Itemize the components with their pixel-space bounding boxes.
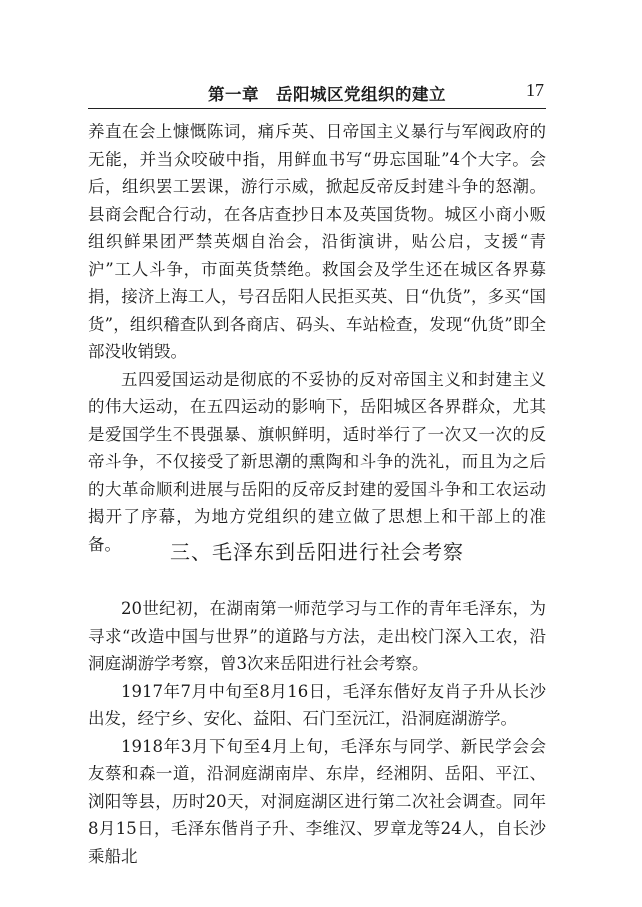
paragraph: 20世纪初，在湖南第一师范学习与工作的青年毛泽东，为寻求“改造中国与世界”的道路与方法，走出校门深入工农，沿洞庭湖游学考察，曾3次来岳阳进行社会考察。 [88, 599, 546, 673]
paragraph: 1918年3月下旬至4月上旬，毛泽东与同学、新民学会会友蔡和森一道，沿洞庭湖南岸、东岸，经湘阴、岳阳、平江、浏阳等县，历时20天，对洞庭湖区进行第二次社会调查。同年8月15日，毛泽东偕肖子升、李维汉、罗章龙等24人，自长沙乘船北 [88, 736, 546, 866]
paragraph: 五四爱国运动是彻底的不妥协的反对帝国主义和封建主义的伟大运动，在五四运动的影响下，岳阳城区各界群众，尤其是爱国学生不畏强暴、旗帜鲜明，适时举行了一次又一次的反帝斗争，不仅接受了新思潮的熏陶和斗争的洗礼，而且为之后的大革命顺利进展与岳阳的反帝反封建的爱国斗争和工农运动揭开了序幕，为地方党组织的建立做了思想上和干部上的准备。 [88, 369, 546, 554]
section-heading: 三、毛泽东到岳阳进行社会考察 [170, 540, 464, 564]
chapter-title: 第一章 岳阳城区党组织的建立 [208, 85, 446, 104]
paragraph: 1917年7月中旬至8月16日，毛泽东偕好友肖子升从长沙出发，经宁乡、安化、益阳、石门至沅江，沿洞庭湖游学。 [88, 681, 546, 728]
paragraph: 养直在会上慷慨陈词，痛斥英、日帝国主义暴行与军阀政府的无能，并当众咬破中指，用鲜血书写“毋忘国耻”4个大字。会后，组织罢工罢课，游行示威，掀起反帝反封建斗争的怒潮。县商会配合行动，在各店查抄日本及英国货物。城区小商小贩组织鲜果团严禁英烟自治会，沿街演讲，贴公启，支援“青沪”工人斗争，市面英货禁绝。救国会及学生还在城区各界募捐，接济上海工人，号召岳阳人民拒买英、日“仇货”，多买“国货”，组织稽查队到各商店、码头、车站检查，发现“仇货”即全部没收销毁。 [88, 122, 546, 361]
running-header [88, 75, 546, 103]
page-number: 17 [526, 80, 544, 100]
body-text-top [88, 118, 546, 558]
header-rule [88, 108, 546, 109]
body-text-bottom [88, 595, 546, 870]
